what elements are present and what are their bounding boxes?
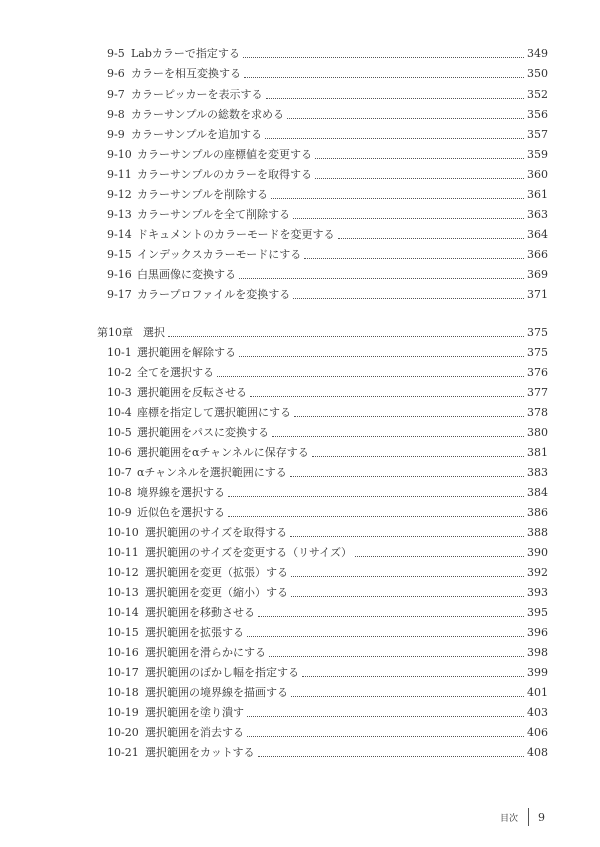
toc-entry[interactable] [107,403,548,423]
dot-leader [291,576,524,577]
page-number: 380 [527,426,548,439]
dot-leader [315,178,524,179]
page-number: 403 [527,706,548,719]
section-title: カラープロファイルを変換する [137,288,291,301]
page-number: 401 [527,686,548,699]
dot-leader [290,476,524,477]
dot-leader [269,656,524,657]
section-number: 10-9 [107,506,132,519]
dot-leader [250,396,524,397]
dot-leader [355,556,524,557]
dot-leader [304,258,524,259]
toc-entry[interactable] [107,64,548,84]
toc-entry[interactable] [107,503,548,523]
dot-leader [293,218,524,219]
dot-leader [265,138,524,139]
dot-leader [244,77,524,78]
section-number: 9-15 [107,248,132,261]
page-number: 366 [527,248,548,261]
section-title: 選択範囲を移動させる [145,606,255,619]
section-number: 10-7 [107,466,132,479]
section-title: カラーサンプルを追加する [131,128,263,141]
section-number: 9-10 [107,148,132,161]
section-number: 9-6 [107,67,125,80]
page-number: 406 [527,726,548,739]
page-number: 364 [527,228,548,241]
page-number: 377 [527,386,548,399]
section-title: カラーサンプルの座標値を変更する [137,148,313,161]
dot-leader [266,98,524,99]
footer-page-number: 9 [538,810,546,824]
dot-leader [272,436,524,437]
section-number: 10-12 [107,566,139,579]
toc-entry[interactable] [107,343,548,363]
page-number: 396 [527,626,548,639]
dot-leader [302,676,524,677]
toc-entry[interactable] [107,603,548,623]
section-number: 10-2 [107,366,132,379]
section-number: 10-18 [107,686,139,699]
section-number: 9-13 [107,208,132,221]
dot-leader [243,57,524,58]
dot-leader [247,716,524,717]
section-number: 10-17 [107,666,139,679]
dot-leader [287,118,524,119]
section-number: 10-4 [107,406,132,419]
page-number: 392 [527,566,548,579]
section-title: 選択範囲のサイズを変更する（リサイズ） [145,546,353,559]
page-number: 357 [527,128,548,141]
page-number: 350 [527,67,548,80]
section-number: 10-14 [107,606,139,619]
toc-entry[interactable] [107,85,548,105]
page-number: 395 [527,606,548,619]
toc-entry[interactable] [107,285,548,305]
section-title: 選択範囲を消去する [145,726,244,739]
section-title: 選択範囲を塗り潰す [145,706,244,719]
page-number: 398 [527,646,548,659]
chapter-entry[interactable] [97,323,548,343]
toc-entry[interactable] [107,703,548,723]
toc-entry[interactable] [107,245,548,265]
dot-leader [239,356,524,357]
toc-entry[interactable] [107,443,548,463]
section-title: カラーを相互変換する [131,67,241,80]
page-number: 359 [527,148,548,161]
dot-leader [338,238,524,239]
section-title: αチャンネルを選択範囲にする [137,466,287,479]
section-title: 選択範囲を変更（拡張）する [145,566,288,579]
toc-entry[interactable] [107,205,548,225]
section-number: 10-3 [107,386,132,399]
page-number: 356 [527,108,548,121]
toc-entry[interactable] [107,683,548,703]
section-title: 選択範囲をカットする [145,746,255,759]
section-title: 選択範囲のサイズを取得する [145,526,288,539]
section-title: 選択範囲の境界線を描画する [145,686,288,699]
section-number: 10-19 [107,706,139,719]
dot-leader [294,416,524,417]
page-number: 388 [527,526,548,539]
dot-leader [247,736,524,737]
toc-entry[interactable] [107,463,548,483]
section-number: 10-1 [107,346,132,359]
page-number: 371 [527,288,548,301]
dot-leader [312,456,524,457]
section-title: 選択範囲を反転させる [137,386,247,399]
page-number: 361 [527,188,548,201]
section-number: 10-10 [107,526,139,539]
page-number: 383 [527,466,548,479]
section-title: ドキュメントのカラーモードを変更する [137,228,335,241]
toc-entry[interactable] [107,623,548,643]
page-number: 376 [527,366,548,379]
toc-entry[interactable] [107,563,548,583]
dot-leader [258,756,524,757]
chapter-title: 選択 [143,326,165,339]
toc-entry[interactable] [107,105,548,125]
dot-leader [315,158,524,159]
section-number: 9-16 [107,268,132,281]
section-number: 10-20 [107,726,139,739]
page-number: 352 [527,88,548,101]
dot-leader [168,336,524,337]
toc-entry[interactable] [107,523,548,543]
dot-leader [258,616,524,617]
section-title: カラーピッカーを表示する [131,88,263,101]
section-title: 選択範囲を変更（縮小）する [145,586,288,599]
section-title: 選択範囲をαチャンネルに保存する [137,446,309,459]
toc-entry[interactable] [107,363,548,383]
chapter-number: 第10章 [97,326,133,339]
section-number: 10-6 [107,446,132,459]
page-number: 360 [527,168,548,181]
section-number: 10-5 [107,426,132,439]
dot-leader [228,496,524,497]
toc-entry[interactable] [107,225,548,245]
section-title: 選択範囲を拡張する [145,626,244,639]
page-number: 381 [527,446,548,459]
section-number: 10-15 [107,626,139,639]
page-number: 375 [527,326,548,339]
page-number: 384 [527,486,548,499]
section-title: 選択範囲を解除する [137,346,236,359]
page-number: 390 [527,546,548,559]
page-number: 408 [527,746,548,759]
dot-leader [239,278,524,279]
toc-entry[interactable] [107,145,548,165]
dot-leader [247,636,524,637]
page-number: 393 [527,586,548,599]
section-title: カラーサンプルのカラーを取得する [137,168,313,181]
section-number: 9-9 [107,128,125,141]
section-title: 選択範囲をパスに変換する [137,426,269,439]
page-number: 386 [527,506,548,519]
toc-entry[interactable] [107,583,548,603]
toc-entry[interactable] [107,543,548,563]
toc-entry[interactable] [107,265,548,285]
dot-leader [293,298,524,299]
section-title: カラーサンプルを削除する [137,188,269,201]
page-number: 378 [527,406,548,419]
toc-entry[interactable] [107,44,548,64]
toc-entry[interactable] [107,483,548,503]
toc-entry[interactable] [107,125,548,145]
page-number: 363 [527,208,548,221]
toc-entry[interactable] [107,383,548,403]
dot-leader [228,516,524,517]
toc-entry[interactable] [107,185,548,205]
page-number: 399 [527,666,548,679]
section-title: Labカラーで指定する [131,47,240,60]
dot-leader [291,696,524,697]
toc-entry[interactable] [107,423,548,443]
toc-entry[interactable] [107,663,548,683]
section-number: 9-7 [107,88,125,101]
section-number: 10-16 [107,646,139,659]
section-number: 10-21 [107,746,139,759]
section-number: 10-11 [107,546,139,559]
footer-label: 目次 [500,813,519,824]
section-number: 10-8 [107,486,132,499]
section-title: 座標を指定して選択範囲にする [137,406,291,419]
section-title: 選択範囲のぼかし幅を指定する [145,666,299,679]
section-number: 10-13 [107,586,139,599]
page-number: 369 [527,268,548,281]
section-number: 9-14 [107,228,132,241]
dot-leader [271,198,524,199]
section-title: 境界線を選択する [137,486,225,499]
section-title: 選択範囲を滑らかにする [145,646,266,659]
toc-entry[interactable] [107,743,548,763]
section-title: インデックスカラーモードにする [137,248,302,261]
dot-leader [217,376,524,377]
page-number: 349 [527,47,548,60]
toc-entry[interactable] [107,643,548,663]
section-number: 9-5 [107,47,125,60]
section-title: 白黒画像に変換する [137,268,236,281]
section-title: カラーサンプルの総数を求める [131,108,285,121]
page-number: 375 [527,346,548,359]
footer-divider [528,808,529,826]
dot-leader [291,596,524,597]
section-number: 9-8 [107,108,125,121]
section-number: 9-17 [107,288,132,301]
page-footer [500,808,545,826]
toc-entry[interactable] [107,723,548,743]
section-number: 9-12 [107,188,132,201]
section-number: 9-11 [107,168,132,181]
section-title: カラーサンプルを全て削除する [137,208,291,221]
section-title: 近似色を選択する [137,506,225,519]
dot-leader [290,536,524,537]
section-title: 全てを選択する [137,366,214,379]
toc-entry[interactable] [107,165,548,185]
